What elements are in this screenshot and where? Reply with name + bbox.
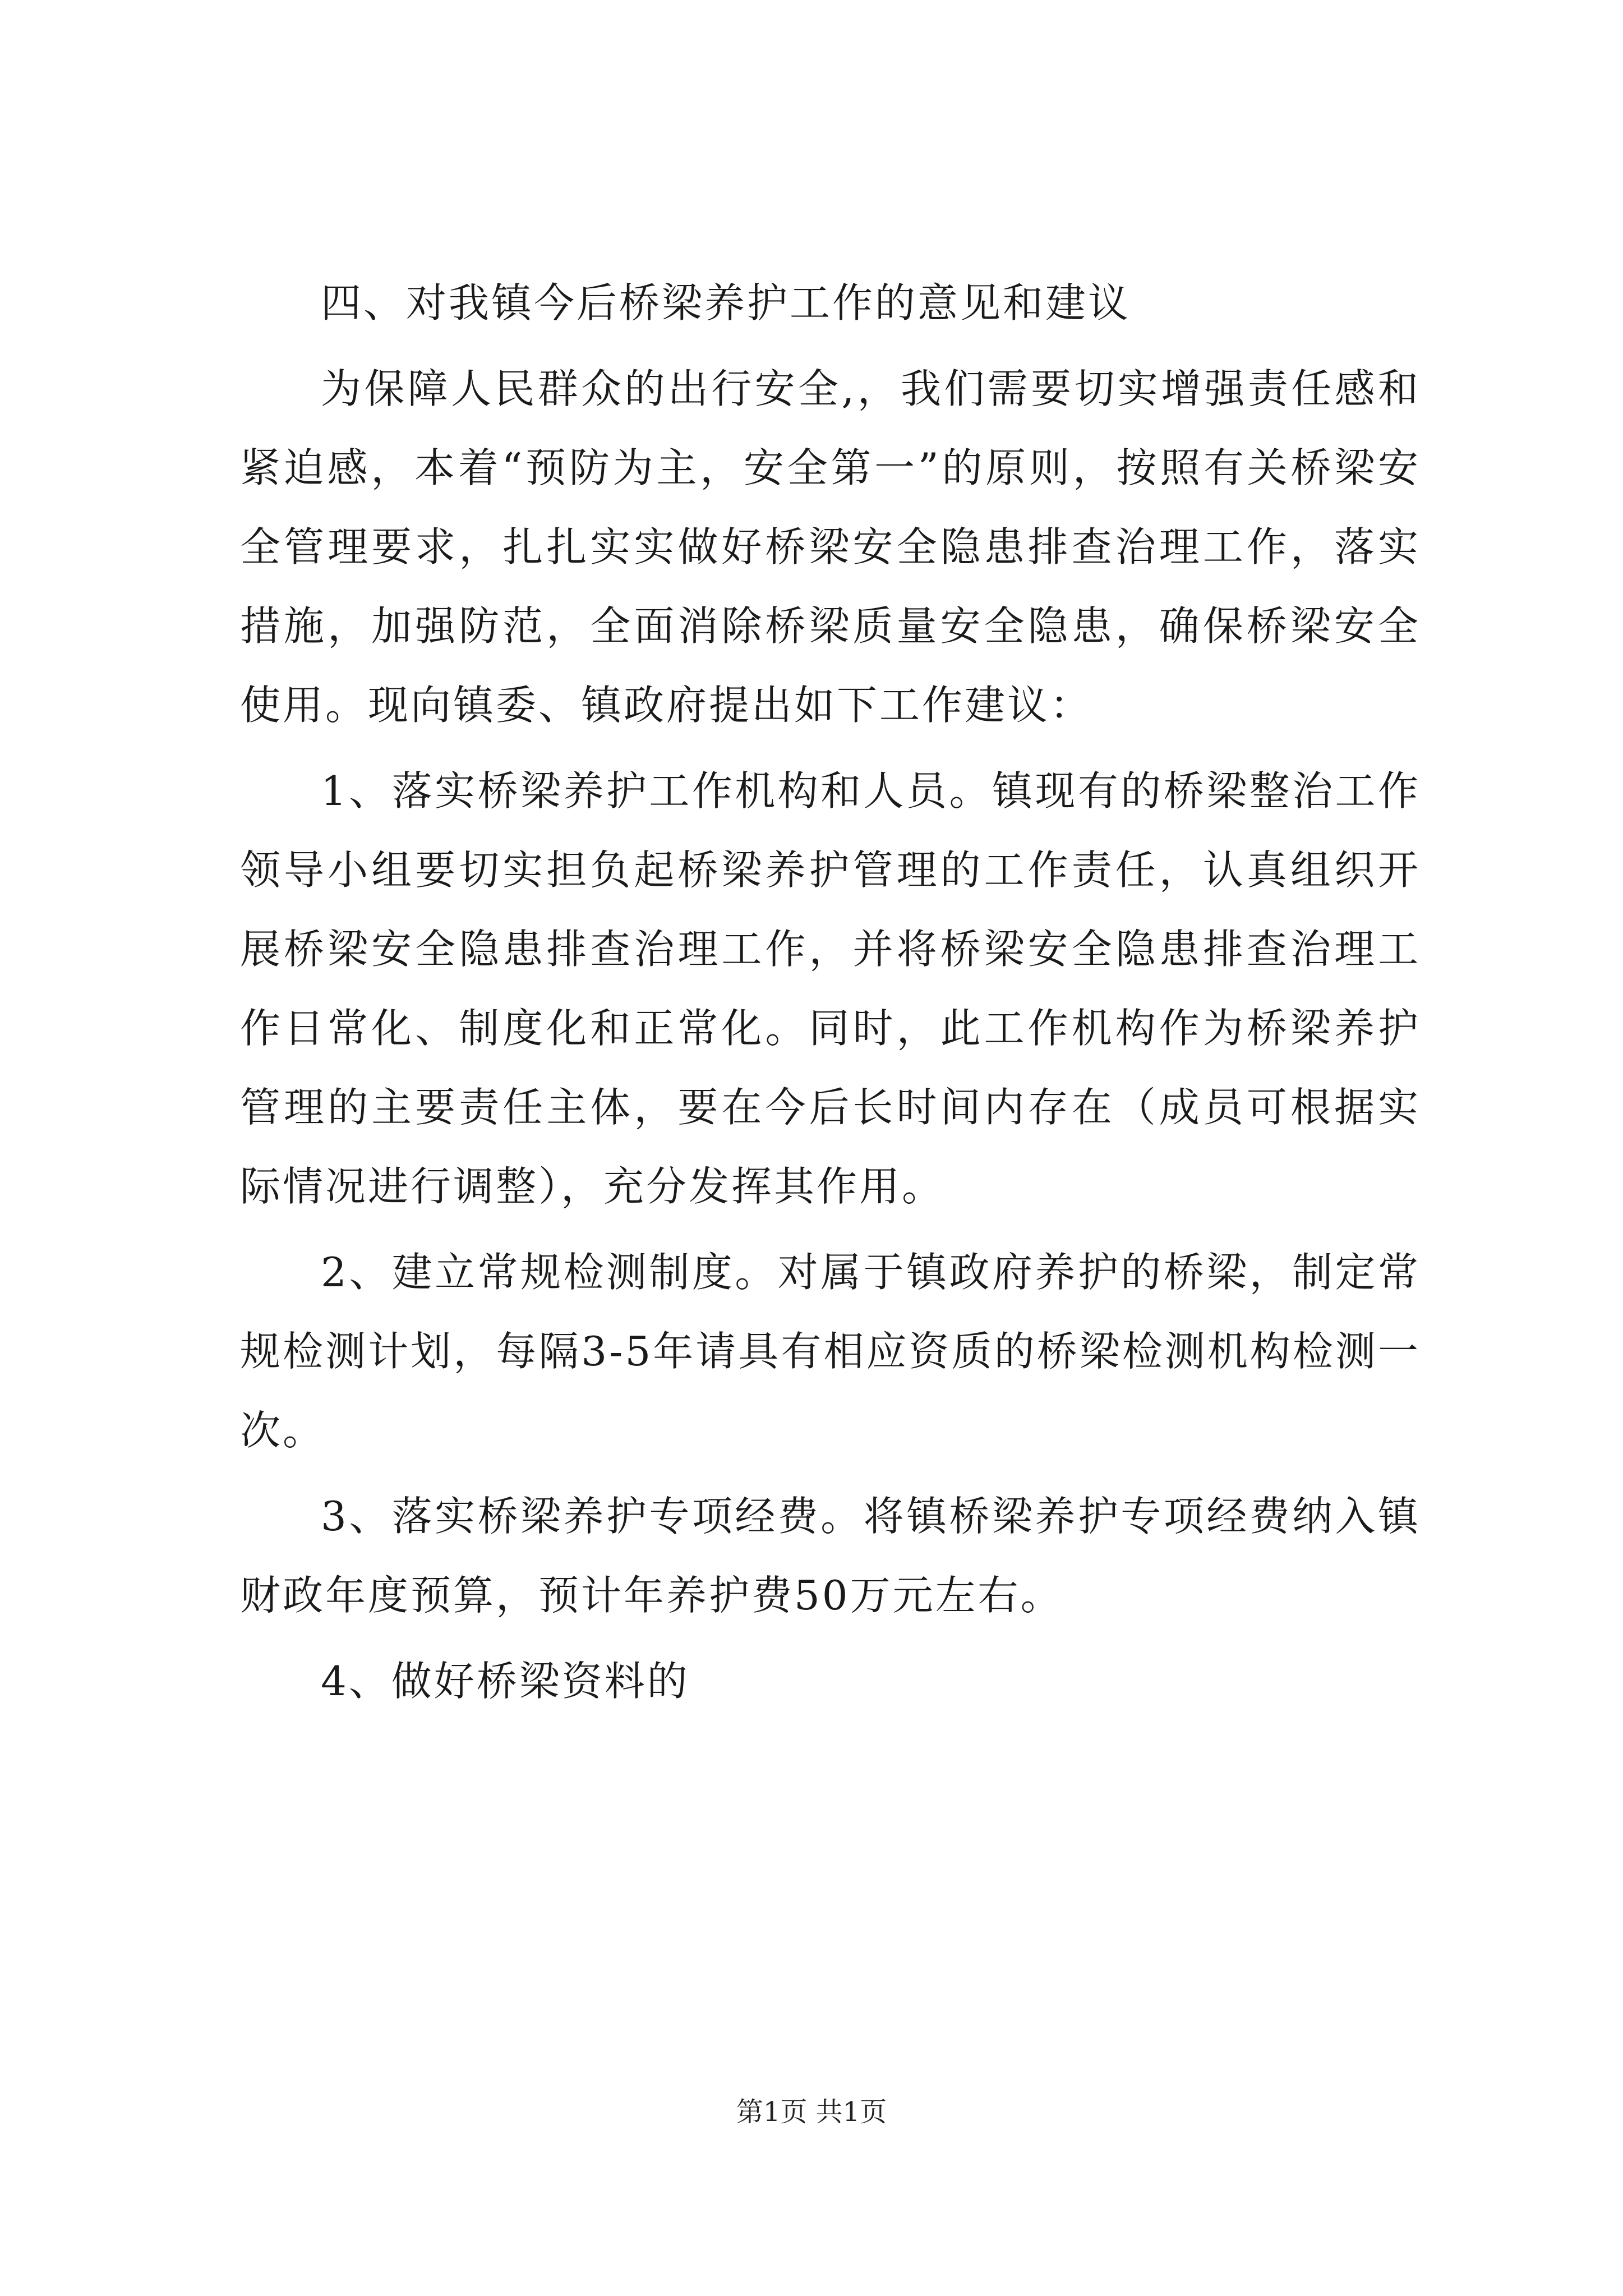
section-heading: 四、对我镇今后桥梁养护工作的意见和建议 — [321, 279, 1131, 326]
paragraph-item-3: 3、落实桥梁养护专项经费。将镇桥梁养护专项经费纳入镇财政年度预算，预计年养护费50万元左右。 — [240, 1493, 1421, 1619]
paragraph-item-1: 1、落实桥梁养护工作机构和人员。镇现有的桥梁整治工作领导小组要切实担负起桥梁养护管理的工作责任，认真组织开展桥梁安全隐患排查治理工作，并将桥梁安全隐患排查治理工作日常化、制度化和正常化。同时，此工作机构作为桥梁养护管理的主要责任主体，要在今后长时间内存在（成员可根据实际情况进行调整），充分发挥其作用。 — [240, 767, 1421, 1210]
page-number: 第1页 共1页 — [736, 2096, 887, 2128]
document-body — [240, 264, 1421, 1721]
paragraph-intro: 为保障人民群众的出行安全,，我们需要切实增强责任感和紧迫感，本着“预防为主，安全第一”的原则，按照有关桥梁安全管理要求，扎扎实实做好桥梁安全隐患排查治理工作，落实措施，加强防范，全面消除桥梁质量安全隐患，确保桥梁安全使用。现向镇委、镇政府提出如下工作建议： — [240, 365, 1421, 729]
paragraph-item-2: 2、建立常规检测制度。对属于镇政府养护的桥梁，制定常规检测计划，每隔3-5年请具有相应资质的桥梁检测机构检测一次。 — [240, 1249, 1421, 1454]
paragraph-item-4: 4、做好桥梁资料的 — [321, 1658, 690, 1705]
page-footer — [0, 2095, 1623, 2129]
